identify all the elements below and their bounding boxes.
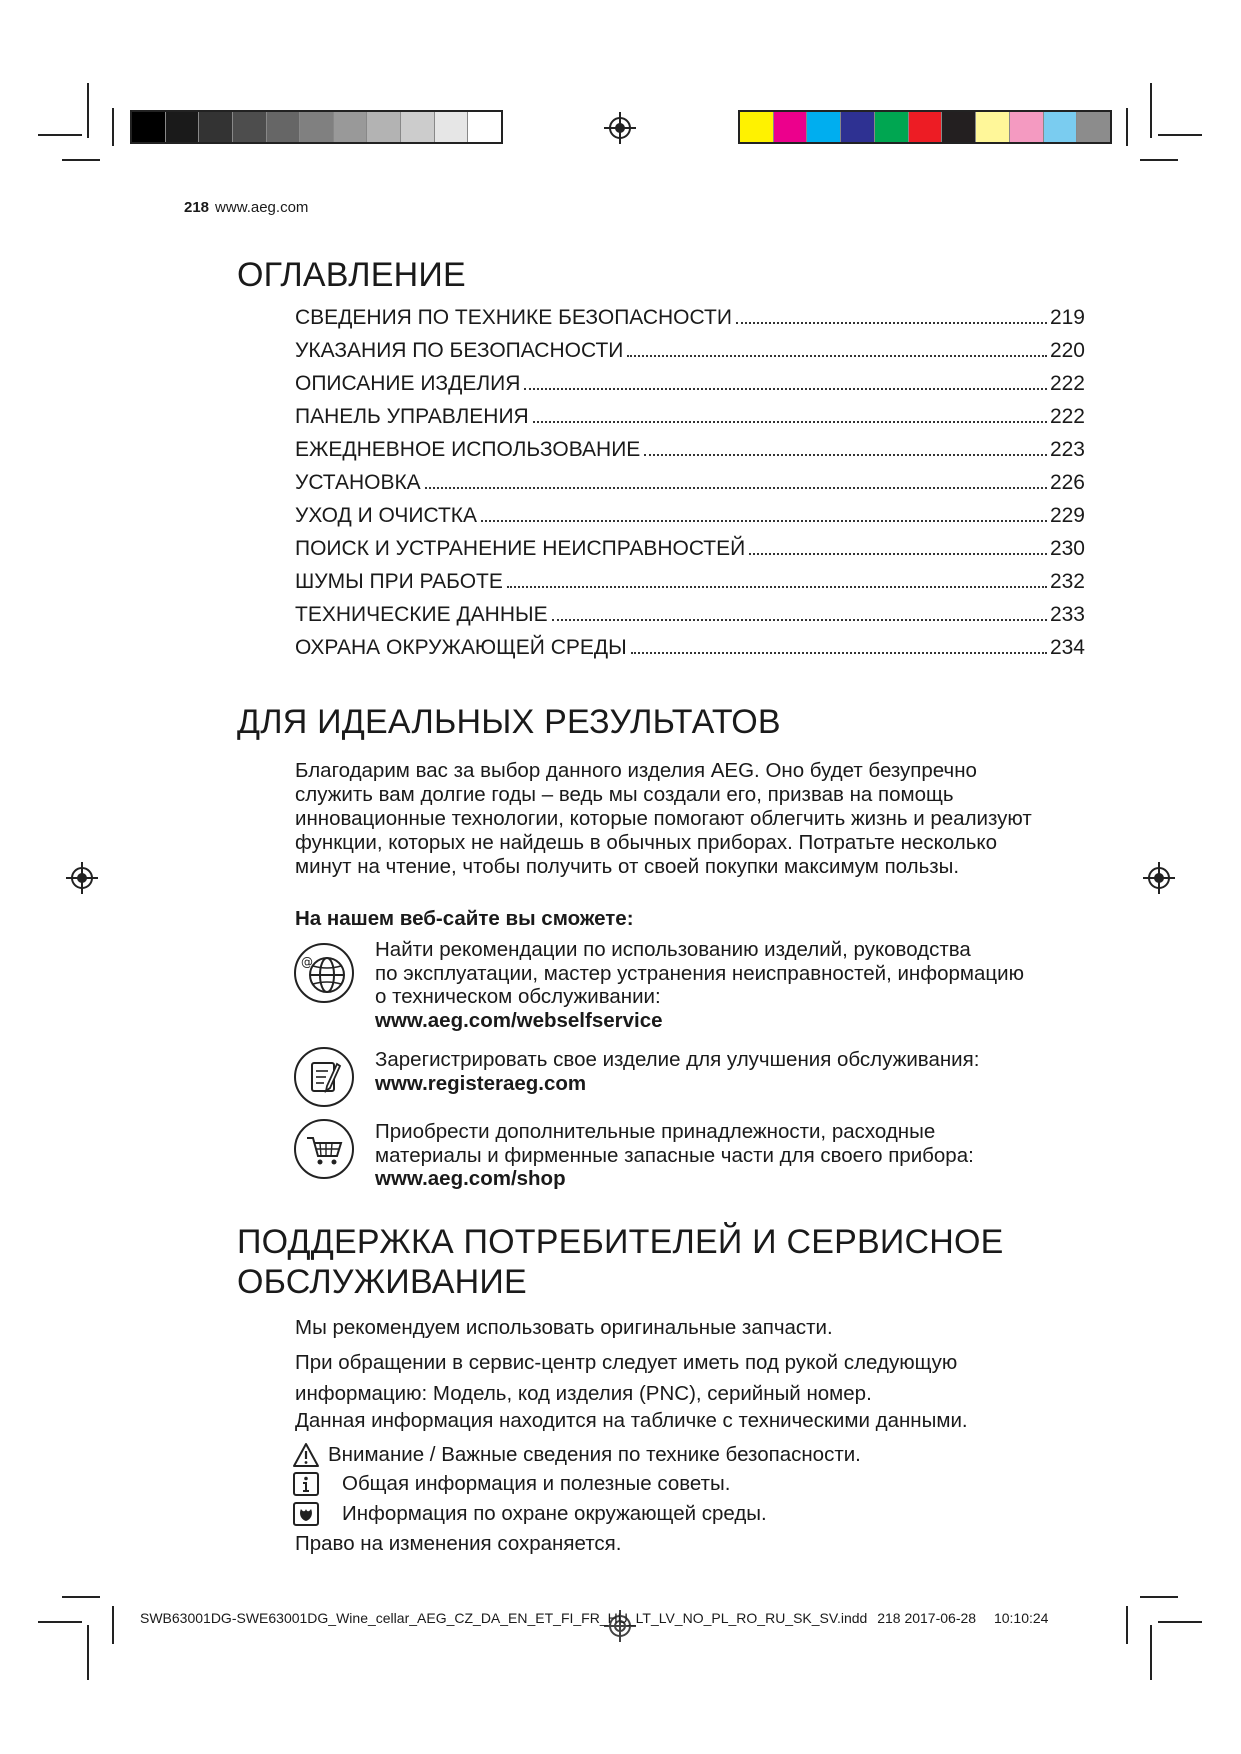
environment-icon [292, 1501, 320, 1527]
toc-entry-page: 223 [1049, 438, 1085, 461]
service-line: Зарегистрировать свое изделие для улучшения обслуживания: [375, 1048, 980, 1071]
note-text: Внимание / Важные сведения по технике безопасности. [328, 1443, 861, 1466]
toc-leader-dots [627, 354, 1047, 357]
crop-mark [38, 1621, 82, 1623]
service-item-shop [293, 1120, 1093, 1191]
print-footer [140, 1610, 1048, 1626]
intro-line: Благодарим вас за выбор данного изделия AEG. Оно будет безупречно [295, 759, 977, 782]
svg-text:@: @ [301, 955, 313, 969]
service-text [375, 1120, 974, 1191]
toc-entry-title: ОПИСАНИЕ ИЗДЕЛИЯ [295, 372, 521, 395]
service-text [375, 938, 1024, 1032]
toc-entry-title: ЕЖЕДНЕВНОЕ ИСПОЛЬЗОВАНИЕ [295, 438, 641, 461]
color-swatch [774, 112, 808, 142]
color-swatch [199, 112, 233, 142]
toc-entry-page: 222 [1049, 372, 1085, 395]
color-swatch [942, 112, 976, 142]
register-icon [293, 1046, 355, 1108]
webselfservice-link[interactable]: www.aeg.com/webselfservice [375, 1008, 663, 1032]
shop-link[interactable]: www.aeg.com/shop [375, 1167, 566, 1190]
globe-icon [293, 942, 355, 1004]
color-swatch [976, 112, 1010, 142]
crop-mark [1140, 1596, 1178, 1598]
toc-leader-dots [524, 387, 1047, 390]
service-text [375, 1048, 979, 1108]
toc-entry[interactable] [295, 372, 1085, 405]
toc-entry[interactable] [295, 537, 1085, 570]
crop-mark [62, 1596, 100, 1598]
grayscale-bar [130, 110, 503, 144]
toc-entry-page: 226 [1049, 471, 1085, 494]
crop-mark [1158, 1621, 1202, 1623]
color-swatch [401, 112, 435, 142]
toc-entry-title: ПАНЕЛЬ УПРАВЛЕНИЯ [295, 405, 529, 428]
crop-mark [1158, 134, 1202, 136]
support-p2 [295, 1347, 957, 1409]
registration-mark-icon [604, 112, 636, 144]
footer-time: 10:10:24 [993, 1610, 1049, 1626]
crop-mark [1150, 83, 1152, 138]
toc-leader-dots [749, 552, 1047, 555]
service-line: по эксплуатации, мастер устранения неисправностей, информацию [375, 961, 1024, 985]
intro-line: минут на чтение, чтобы получить от своей покупки максимум пользы. [295, 855, 960, 878]
intro-line: служить вам долгие годы – ведь мы создали его, призвав на помощь [295, 783, 954, 806]
toc-entry-page: 232 [1049, 570, 1085, 593]
toc-entry-title: ТЕХНИЧЕСКИЕ ДАННЫЕ [295, 603, 548, 626]
page-header [184, 199, 308, 216]
crop-mark [1150, 1625, 1152, 1680]
toc-entry[interactable] [295, 339, 1085, 372]
toc-leader-dots [507, 585, 1047, 588]
support-p2-line: информацию: Модель, код изделия (PNC), серийный номер. [295, 1382, 872, 1405]
toc-entry-title: СВЕДЕНИЯ ПО ТЕХНИКЕ БЕЗОПАСНОСТИ [295, 306, 732, 329]
support-title-line: ПОДДЕРЖКА ПОТРЕБИТЕЛЕЙ И СЕРВИСНОЕ [237, 1223, 1004, 1261]
color-swatch [334, 112, 368, 142]
toc-entry-title: УСТАНОВКА [295, 471, 421, 494]
color-swatch [1044, 112, 1078, 142]
toc-entry[interactable] [295, 603, 1085, 636]
perfect-results-title: ДЛЯ ИДЕАЛЬНЫХ РЕЗУЛЬТАТОВ [237, 703, 781, 741]
color-swatch [740, 112, 774, 142]
toc-leader-dots [552, 618, 1047, 621]
registration-mark-icon [604, 1610, 636, 1642]
footer-file: SWB63001DG-SWE63001DG_Wine_cellar_AEG_CZ_DA_EN_ET_FI_FR_HU_LT_LV_NO_PL_RO_RU_SK_SV.indd [140, 1610, 868, 1626]
header-site: www.aeg.com [215, 199, 309, 216]
color-swatch [841, 112, 875, 142]
note-environment [292, 1501, 767, 1527]
toc-leader-dots [481, 519, 1047, 522]
toc-entry[interactable] [295, 306, 1085, 339]
color-swatch [435, 112, 469, 142]
cart-icon [293, 1118, 355, 1180]
toc-entry-page: 222 [1049, 405, 1085, 428]
color-swatch [909, 112, 943, 142]
toc-entry[interactable] [295, 405, 1085, 438]
crop-mark [1126, 1606, 1128, 1644]
toc-entry-page: 234 [1049, 636, 1085, 659]
note-text: Информация по охране окружающей среды. [342, 1502, 767, 1525]
support-p3: Данная информация находится на табличке с техническими данными. [295, 1409, 968, 1432]
service-line: материалы и фирменные запасные части для своего прибора: [375, 1143, 974, 1167]
toc-entry[interactable] [295, 636, 1085, 669]
toc-entry[interactable] [295, 471, 1085, 504]
toc-entry-page: 230 [1049, 537, 1085, 560]
toc-entry-page: 233 [1049, 603, 1085, 626]
web-heading: На нашем веб-сайте вы сможете: [295, 907, 634, 930]
note-text: Общая информация и полезные советы. [342, 1472, 731, 1495]
toc-leader-dots [533, 420, 1047, 423]
crop-mark [87, 83, 89, 138]
service-item-register [293, 1048, 1093, 1108]
info-icon [292, 1471, 320, 1497]
color-swatch [267, 112, 301, 142]
footer-date: 2017-06-28 [904, 1610, 977, 1626]
note-warning [292, 1442, 861, 1468]
service-line: Найти рекомендации по использованию изделий, руководства [375, 938, 971, 961]
color-swatch [300, 112, 334, 142]
crop-mark [1126, 108, 1128, 146]
page-number: 218 [184, 199, 210, 216]
closing-note: Право на изменения сохраняется. [295, 1532, 622, 1555]
toc-entry-title: УХОД И ОЧИСТКА [295, 504, 478, 527]
registration-mark-icon [1143, 862, 1175, 894]
toc-title: ОГЛАВЛЕНИЕ [237, 256, 466, 294]
toc-leader-dots [644, 453, 1047, 456]
toc-entry[interactable] [295, 504, 1085, 537]
service-line: Приобрести дополнительные принадлежности, расходные [375, 1120, 936, 1143]
toc-entry-title: ШУМЫ ПРИ РАБОТЕ [295, 570, 503, 593]
toc-entry-title: ОХРАНА ОКРУЖАЮЩЕЙ СРЕДЫ [295, 636, 627, 659]
warning-icon [292, 1442, 320, 1468]
support-title [237, 1222, 1004, 1302]
crop-mark [112, 108, 114, 146]
crop-mark [38, 134, 82, 136]
note-info [292, 1471, 730, 1497]
color-swatch [367, 112, 401, 142]
color-swatch [468, 112, 501, 142]
registration-mark-icon [66, 862, 98, 894]
support-p1: Мы рекомендуем использовать оригинальные запчасти. [295, 1316, 833, 1339]
color-swatch [132, 112, 166, 142]
crop-mark [1140, 159, 1178, 161]
color-swatch [166, 112, 200, 142]
crop-mark [87, 1625, 89, 1680]
intro-line: инновационные технологии, которые помогают облегчить жизнь и реализуют [295, 807, 1032, 830]
color-swatch [233, 112, 267, 142]
toc-entry-title: УКАЗАНИЯ ПО БЕЗОПАСНОСТИ [295, 339, 624, 362]
toc-entry[interactable] [295, 438, 1085, 471]
intro-paragraph [295, 759, 1115, 879]
color-swatch [807, 112, 841, 142]
toc-entry-page: 219 [1049, 306, 1085, 329]
toc-list [295, 306, 1085, 669]
color-swatch [1010, 112, 1044, 142]
toc-leader-dots [425, 486, 1047, 489]
register-link[interactable]: www.registeraeg.com [375, 1071, 587, 1095]
crop-mark [62, 159, 100, 161]
toc-entry[interactable] [295, 570, 1085, 603]
footer-page: 218 [877, 1610, 901, 1626]
support-title-line: ОБСЛУЖИВАНИЕ [237, 1263, 527, 1301]
service-line: о техническом обслуживании: [375, 985, 661, 1008]
color-swatch [875, 112, 909, 142]
service-item-webselfservice [293, 938, 1093, 1032]
support-p2-line: При обращении в сервис-центр следует иметь под рукой следующую [295, 1351, 958, 1374]
toc-entry-title: ПОИСК И УСТРАНЕНИЕ НЕИСПРАВНОСТЕЙ [295, 537, 746, 560]
toc-leader-dots [736, 321, 1047, 324]
intro-line: функции, которых не найдешь в обычных приборах. Потратьте несколько [295, 831, 997, 854]
color-swatch [1077, 112, 1110, 142]
toc-leader-dots [631, 651, 1047, 654]
color-bar [738, 110, 1112, 144]
toc-entry-page: 229 [1049, 504, 1085, 527]
toc-entry-page: 220 [1049, 339, 1085, 362]
crop-mark [112, 1606, 114, 1644]
